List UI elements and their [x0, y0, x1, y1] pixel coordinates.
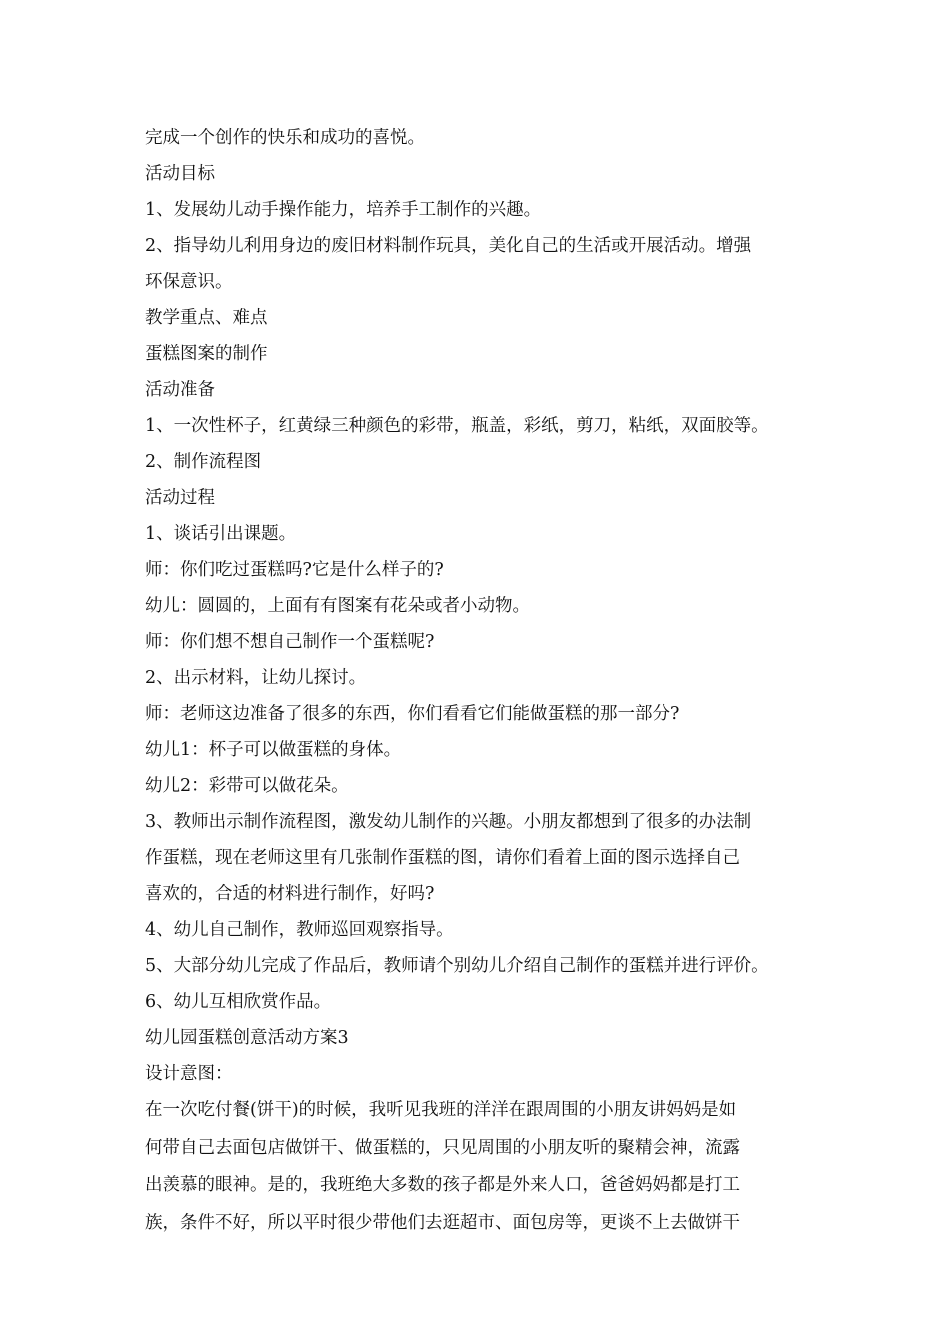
text-line: 何带自己去面包店做饼干、做蛋糕的，只见周围的小朋友听的聚精会神，流露 — [145, 1137, 740, 1158]
text-line: 蛋糕图案的制作 — [145, 344, 268, 364]
design-intent-paragraph — [145, 1092, 825, 1242]
list-item: 5、大部分幼儿完成了作品后，教师请个别幼儿介绍自己制作的蛋糕并进行评价。 — [145, 956, 769, 976]
text-line: 族，条件不好，所以平时很少带他们去逛超市、面包房等，更谈不上去做饼干 — [145, 1212, 740, 1233]
list-item: 2、出示材料，让幼儿探讨。 — [145, 668, 367, 688]
text-line: 作蛋糕，现在老师这里有几张制作蛋糕的图，请你们看着上面的图示选择自己 — [145, 848, 740, 868]
text-line: 环保意识。 — [145, 272, 233, 292]
section-title-plan-3: 幼儿园蛋糕创意活动方案3 — [145, 1028, 349, 1048]
text-line: 出羡慕的眼神。是的，我班绝大多数的孩子都是外来人口，爸爸妈妈都是打工 — [145, 1175, 740, 1195]
dialogue-line: 幼儿：圆圆的，上面有有图案有花朵或者小动物。 — [145, 596, 530, 616]
section-heading-process: 活动过程 — [145, 488, 215, 508]
text-line: 喜欢的，合适的材料进行制作，好吗? — [145, 884, 435, 904]
text-line: 2、指导幼儿利用身边的废旧材料制作玩具，美化自己的生活或开展活动。增强 — [145, 236, 752, 256]
document-body — [145, 120, 825, 1242]
text-line: 3、教师出示制作流程图，激发幼儿制作的兴趣。小朋友都想到了很多的办法制 — [145, 812, 752, 832]
process-step-paragraph — [145, 804, 825, 912]
dialogue-line: 师：你们想不想自己制作一个蛋糕呢? — [145, 632, 435, 652]
dialogue-line: 幼儿2：彩带可以做花朵。 — [145, 776, 349, 796]
dialogue-line: 幼儿1：杯子可以做蛋糕的身体。 — [145, 740, 402, 760]
list-item: 2、制作流程图 — [145, 452, 262, 472]
list-item: 1、谈话引出课题。 — [145, 524, 297, 544]
text-line: 完成一个创作的快乐和成功的喜悦。 — [145, 128, 425, 148]
goal-item-paragraph — [145, 228, 825, 300]
section-heading-goals: 活动目标 — [145, 164, 215, 184]
text-line: 在一次吃付餐(饼干)的时候，我听见我班的洋洋在跟周围的小朋友讲妈妈是如 — [145, 1100, 737, 1120]
list-item: 1、一次性杯子，红黄绿三种颜色的彩带，瓶盖，彩纸，剪刀，粘纸，双面胶等。 — [145, 416, 769, 436]
list-item: 6、幼儿互相欣赏作品。 — [145, 992, 332, 1012]
goal-item: 1、发展幼儿动手操作能力，培养手工制作的兴趣。 — [145, 200, 542, 220]
dialogue-line: 师：老师这边准备了很多的东西，你们看看它们能做蛋糕的那一部分? — [145, 704, 680, 724]
section-heading-preparation: 活动准备 — [145, 380, 215, 400]
section-heading-key-points: 教学重点、难点 — [145, 308, 268, 328]
dialogue-line: 师：你们吃过蛋糕吗?它是什么样子的? — [145, 560, 444, 580]
section-heading-design-intent: 设计意图： — [145, 1064, 233, 1084]
list-item: 4、幼儿自己制作，教师巡回观察指导。 — [145, 920, 454, 940]
